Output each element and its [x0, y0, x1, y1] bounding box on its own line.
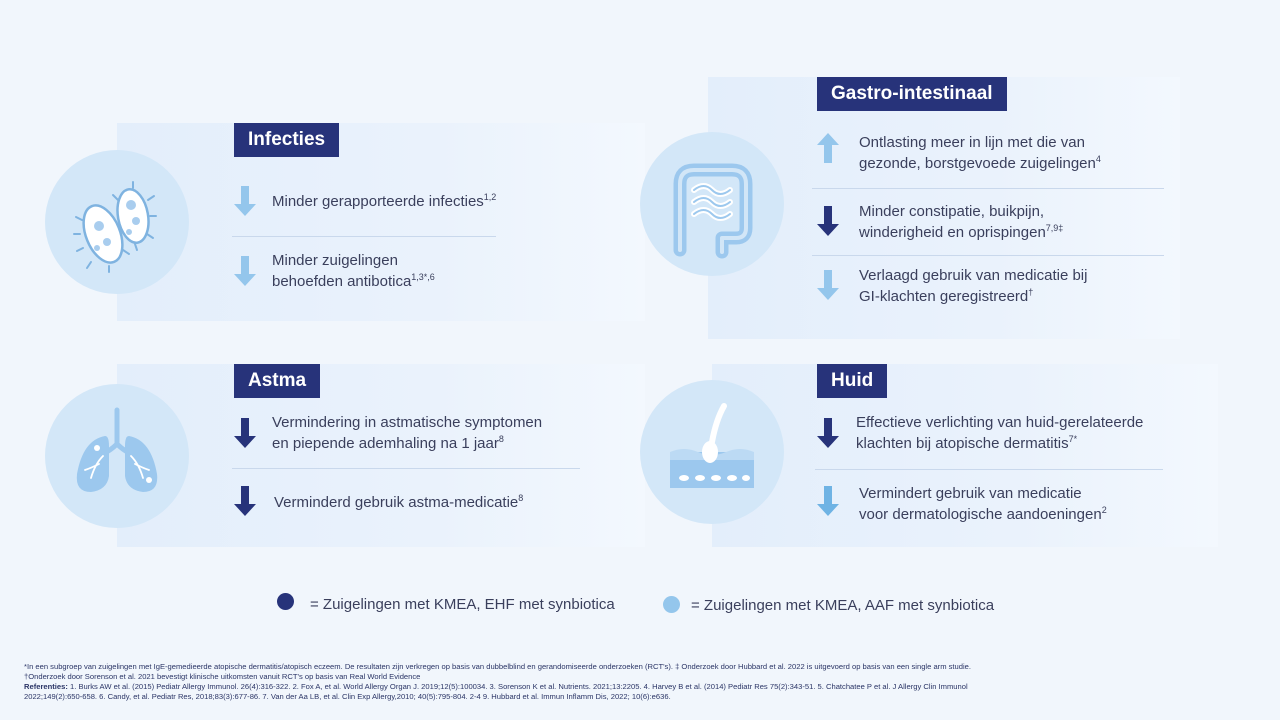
gastro-item-2-text: Minder constipatie, buikpijn, winderigheid en oprispingen$^{7,9\ddagger}$	[859, 203, 1064, 241]
bacteria-icon	[45, 150, 189, 294]
divider	[812, 255, 1164, 256]
astma-icon-circle	[45, 384, 189, 528]
legend-light-text: = Zuigelingen met KMEA, AAF met synbiotica	[691, 597, 995, 614]
divider	[232, 468, 580, 469]
intestine-icon	[640, 132, 784, 276]
gastro-icon-circle	[640, 132, 784, 276]
references-text-b: 2022;149(2):650-658. 6. Candy, et al. Pediatr Res, 2018;83(3):677-86. 7. Van der Aa LB, et al. Clin Exp Allergy,2010; 40(5):795-804. 2-4 9. Hubbard et al. Immun Inflamm Dis, 2022; 10(6):e636.	[24, 692, 671, 701]
astma-item-1-text: Vermindering in astmatische symptomen en piepende ademhaling na 1 jaar$^8$	[272, 414, 543, 452]
arrow-down-dark-icon	[232, 416, 258, 450]
arrow-down-light-icon	[815, 484, 841, 518]
references-heading: Referenties:	[24, 682, 68, 691]
legend-light-dot	[663, 596, 680, 613]
astma-panel	[117, 364, 645, 547]
arrow-down-dark-icon	[232, 484, 258, 518]
footnotes	[24, 662, 1264, 702]
huid-icon-circle	[640, 380, 784, 524]
infecties-icon-circle	[45, 150, 189, 294]
astma-title: Astma	[234, 364, 320, 398]
footnote-line-2: †Onderzoek door Sorenson et al. 2021 bevestigt klinische uitkomsten vanuit RCT's op basis van Real World Evidence	[24, 672, 421, 681]
infecties-item-1-text: Minder gerapporteerde infecties$^{1,2}$	[272, 192, 497, 210]
astma-item-2-text: Verminderd gebruik astma-medicatie$^8$	[274, 493, 524, 511]
arrow-down-light-icon	[232, 184, 258, 218]
gastro-item-3-text: Verlaagd gebruik van medicatie bij GI-klachten geregistreerd†	[859, 267, 1088, 305]
huid-item-1-text: Effectieve verlichting van huid-gerelateerde klachten bij atopische dermatitis$^{7*}$	[856, 414, 1144, 452]
divider	[232, 236, 496, 237]
infecties-title: Infecties	[234, 123, 339, 157]
huid-item-2-text: Vermindert gebruik van medicatie voor dermatologische aandoeningen$^2$	[859, 485, 1107, 523]
arrow-up-light-icon	[815, 131, 841, 165]
arrow-down-light-icon	[232, 254, 258, 288]
references-text-a: 1. Burks AW et al. (2015) Pediatr Allergy Immunol. 26(4):316-322. 2. Fox A, et al. World Allergy Organ J. 2019;12(5):100034. 3. Sorenson K et al. Nutrients. 2021;13:2205. 4. Harvey B et al. (2014) Pediatr Res 75(2):343-51. 5. Chatchatee P et al. J Allergy Clin Immunol	[67, 682, 968, 691]
legend-dark-text: = Zuigelingen met KMEA, EHF met synbiotica	[310, 596, 615, 613]
gastro-item-1-text: Ontlasting meer in lijn met die van gezonde, borstgevoede zuigelingen$^4$	[859, 134, 1101, 172]
arrow-down-dark-icon	[815, 204, 841, 238]
infecties-item-2-text: Minder zuigelingen behoefden antibotica$^{1,3*,6}$	[272, 252, 435, 290]
legend-dark-dot	[277, 593, 294, 610]
arrow-down-light-icon	[815, 268, 841, 302]
footnote-line-1: *In een subgroep van zuigelingen met IgE-gemedieerde atopische dermatitis/atopisch eczeem. De resultaten zijn verkregen op basis van dubbelblind en gerandomiseerde onderzoeken (RCT's). ‡ Onderzoek door Hubbard et al. 2022 is uitgevoerd op basis van een single arm studie.	[24, 662, 972, 671]
references	[24, 682, 1264, 692]
divider	[815, 469, 1163, 470]
lungs-icon	[45, 384, 189, 528]
arrow-down-dark-icon	[815, 416, 841, 450]
divider	[812, 188, 1164, 189]
skin-hair-icon	[640, 380, 784, 524]
huid-title: Huid	[817, 364, 887, 398]
gastro-title: Gastro-intestinaal	[817, 77, 1007, 111]
